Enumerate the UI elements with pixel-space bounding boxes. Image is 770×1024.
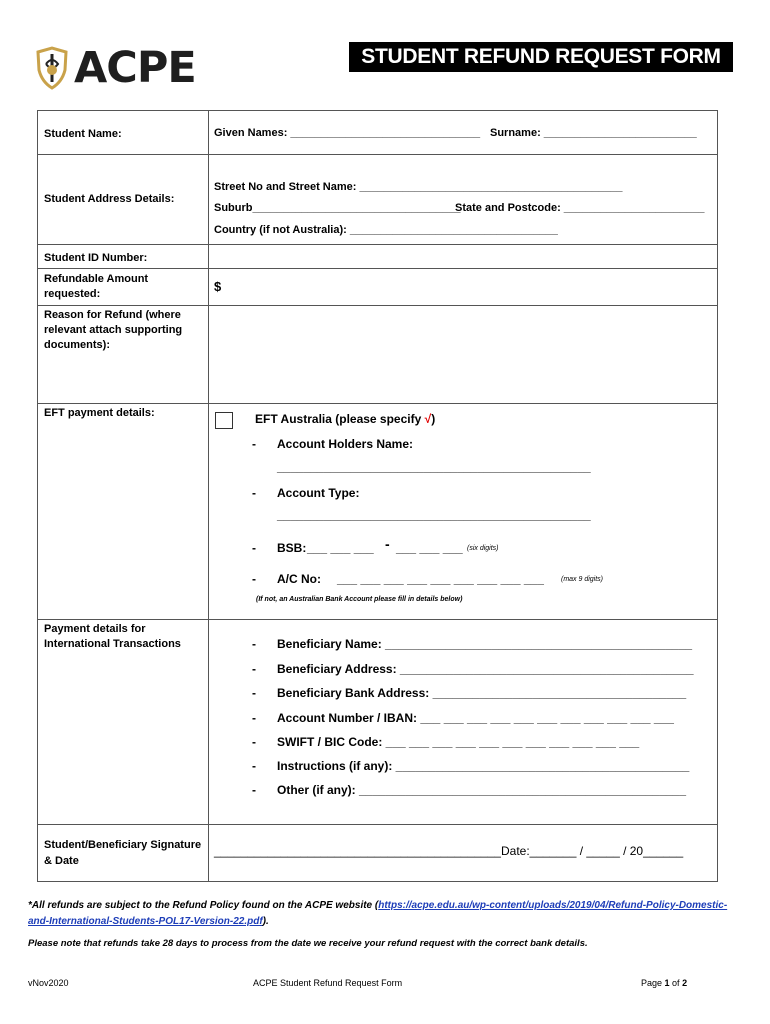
bullet-dash: - [252,572,256,586]
student-address-fields[interactable] [209,155,717,244]
version-label: vNov2020 [28,978,69,988]
refund-policy-note [28,898,743,930]
bsb-note: (six digits) [467,545,499,552]
account-number-label: A/C No: [277,572,321,586]
instructions-field[interactable]: Instructions (if any): ____________________________________________ [277,759,690,773]
acpe-logo [34,44,196,92]
account-iban-field[interactable]: Account Number / IBAN: ___ ___ ___ ___ ___ ___ ___ ___ ___ ___ ___ [277,711,674,725]
student-id-field[interactable] [209,245,718,269]
bsb-field-second[interactable]: ___ ___ ___ [396,541,463,555]
student-address-label: Student Address Details: [44,193,175,205]
international-payment-row [38,620,718,825]
bullet-dash: - [252,759,256,773]
suburb-field[interactable]: Suburb__________________________________ [214,202,461,214]
eft-australia-checkbox[interactable] [215,412,233,429]
bullet-dash: - [252,735,256,749]
signature-row [38,825,718,882]
bullet-dash: - [252,486,256,500]
signature-date-line[interactable]: ___________________________________________Date:_______ / _____ / 20______ [214,844,684,858]
given-names-field[interactable]: Given Names: _______________________________ [214,127,481,139]
bullet-dash: - [252,437,256,451]
eft-payment-row [38,404,718,620]
page-prefix: Page [641,978,665,988]
refund-policy-text: *All refunds are subject to the Refund Policy found on the ACPE website ( [28,900,379,911]
eft-option-close: ) [431,412,436,426]
refund-policy-suffix: ). [262,916,269,927]
surname-field[interactable]: Surname: _________________________ [490,127,697,139]
other-field[interactable]: Other (if any): _________________________________________________ [277,783,687,797]
eft-payment-label: EFT payment details: [44,407,155,419]
processing-note: Please note that refunds take 28 days to process from the date we receive your refund request with the correct bank details. [28,938,588,949]
bullet-dash: - [252,686,256,700]
australian-bank-note: (If not, an Australian Bank Account please fill in details below) [256,596,463,603]
refund-amount-label: Refundable Amount requested: [44,273,149,300]
student-id-label: Student ID Number: [44,252,148,264]
tick-mark: √ [424,412,432,426]
street-field[interactable]: Street No and Street Name: ___________________________________________ [214,181,623,193]
refund-amount-row [38,269,718,306]
international-payment-label: Payment details for International Transactions [44,623,181,650]
page-current: 1 [664,978,670,988]
bsb-field-first[interactable]: ___ ___ ___ [307,541,374,555]
account-type-field[interactable]: _______________________________________________ [277,508,591,522]
account-holder-field[interactable]: _______________________________________________ [277,460,591,474]
form-title: STUDENT REFUND REQUEST FORM [349,42,733,72]
page-of: of [669,978,683,988]
refund-reason-label: Reason for Refund (where relevant attach supporting documents): [44,309,183,351]
student-name-row [38,111,718,155]
swift-bic-field[interactable]: SWIFT / BIC Code: ___ ___ ___ ___ ___ ___ ___ ___ ___ ___ ___ [277,735,640,749]
page-total: 2 [682,978,688,988]
eft-australia-option [255,412,435,426]
refund-form-table [37,110,718,882]
refund-reason-row [38,306,718,404]
account-holder-label: Account Holders Name: [277,437,414,451]
refund-amount-field[interactable] [209,269,717,305]
page-number [641,978,687,988]
shield-crest-icon [34,46,70,90]
bsb-separator: - [385,536,390,552]
refund-reason-field[interactable] [209,306,718,404]
bullet-dash: - [252,637,256,651]
bullet-dash: - [252,541,256,555]
eft-payment-details [209,404,717,619]
account-number-field[interactable]: ___ ___ ___ ___ ___ ___ ___ ___ ___ [337,572,544,586]
account-type-label: Account Type: [277,486,360,500]
student-address-row [38,155,718,245]
bsb-label: BSB: [277,541,307,555]
beneficiary-name-field[interactable]: Beneficiary Name: ______________________________________________ [277,637,693,651]
signature-label: Student/Beneficiary Signature & Date [44,839,202,867]
country-field[interactable]: Country (if not Australia): __________________________________ [214,224,558,236]
signature-field[interactable] [209,825,717,881]
student-id-row [38,245,718,269]
bullet-dash: - [252,783,256,797]
student-name-field[interactable] [209,111,717,154]
bullet-dash: - [252,662,256,676]
refund-policy-link[interactable]: https://acpe.edu.au/wp-content/uploads/2019/04/Refund-Policy-Domestic-and-International-Students-POL17-Version-22.pdf [28,900,728,927]
document-name: ACPE Student Refund Request Form [253,978,403,988]
bullet-dash: - [252,711,256,725]
international-payment-details [209,620,717,824]
eft-option-text: EFT Australia (please specify [255,412,422,426]
state-postcode-field[interactable]: State and Postcode: _______________________ [455,202,705,214]
logo-text: ACPE [74,43,196,93]
bank-address-field[interactable]: Beneficiary Bank Address: ______________________________________ [277,686,687,700]
account-number-note: (max 9 digits) [561,576,604,583]
student-name-label: Student Name: [44,128,122,140]
currency-symbol: $ [214,279,222,294]
beneficiary-address-field[interactable]: Beneficiary Address: ____________________________________________ [277,662,694,676]
